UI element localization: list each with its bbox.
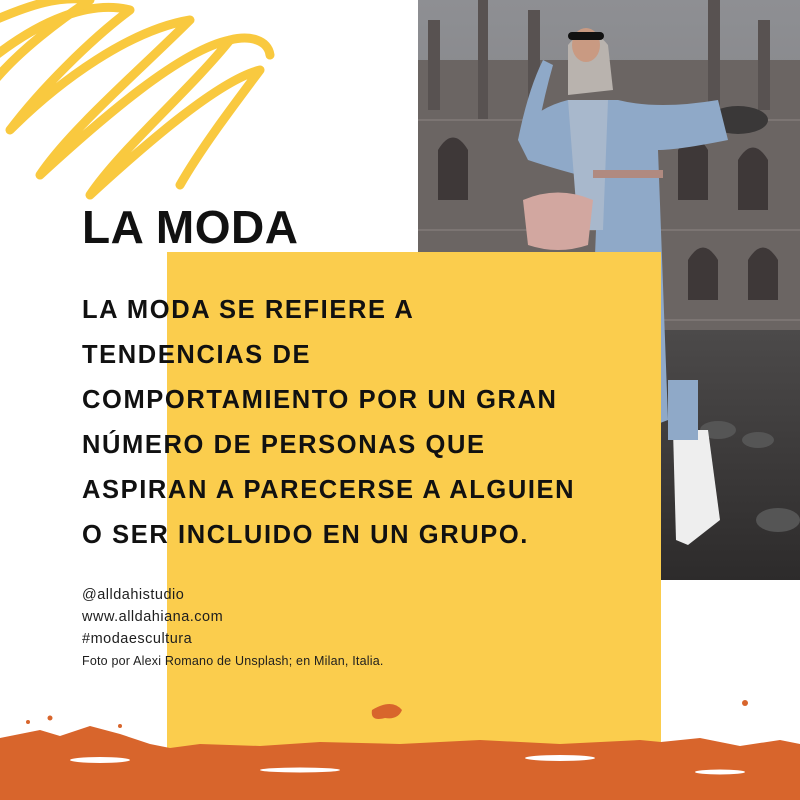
body-line: LA MODA SE REFIERE A [82, 296, 415, 324]
yellow-scribble-decoration [0, 0, 280, 200]
body-line: COMPORTAMIENTO POR UN GRAN [82, 386, 558, 414]
post-body [82, 288, 642, 558]
post-credits [82, 584, 384, 672]
post-heading: LA MODA [82, 201, 299, 253]
hashtag: #modaescultura [82, 631, 193, 647]
orange-brush-stroke-decoration [0, 700, 800, 800]
body-line: ASPIRAN A PARECERSE A ALGUIEN [82, 476, 576, 504]
body-line: TENDENCIAS DE [82, 341, 312, 369]
social-handle: @alldahistudio [82, 587, 185, 603]
photo-credit: Foto por Alexi Romano de Unsplash; en Milan, Italia. [82, 654, 384, 668]
body-line: NÚMERO DE PERSONAS QUE [82, 431, 486, 459]
website-url: www.alldahiana.com [82, 609, 224, 625]
body-line: O SER INCLUIDO EN UN GRUPO. [82, 521, 529, 549]
